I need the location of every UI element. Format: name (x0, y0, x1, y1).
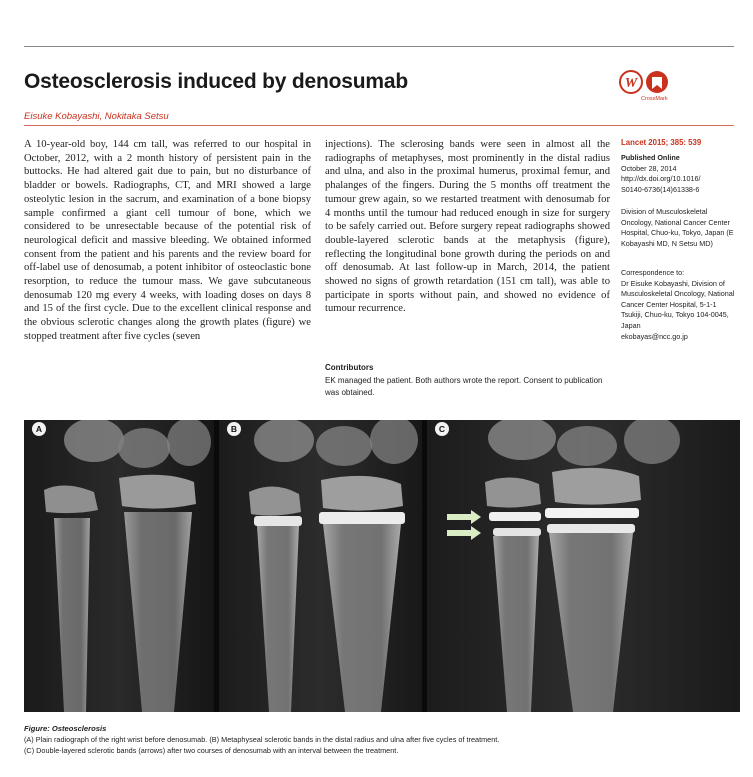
panel-label-a: A (32, 422, 46, 436)
citation: Lancet 2015; 385: 539 (621, 138, 702, 147)
figure-caption-line-1: (A) Plain radiograph of the right wrist before denosumab. (B) Metaphyseal sclerotic bands in the distal radius and ulna after five cycles of treatment. (24, 735, 500, 744)
figure-caption-line-2: (C) Double-layered sclerotic bands (arrows) after two courses of denosumab with an interval between the treatment. (24, 746, 399, 755)
figure-radiographs (24, 420, 740, 712)
publication-info (621, 153, 736, 195)
doi-line-2[interactable]: S0140-6736(14)61338-6 (621, 184, 700, 194)
correspondence-label: Correspondence to: (621, 268, 685, 277)
radiograph-panel-a (24, 420, 214, 712)
affiliation: Division of Musculoskeletal Oncology, National Cancer Center Hospital, Chuo-ku, Tokyo, Japan (E Kobayashi MD, N Setsu MD) (621, 207, 734, 248)
article-authors: Eisuke Kobayashi, Nokitaka Setsu (24, 111, 169, 122)
contributors-text: EK managed the patient. Both authors wrote the report. Consent to publication was obtained. (325, 376, 603, 397)
header-rule (24, 125, 734, 126)
correspondence-text: Dr Eisuke Kobayashi, Division of Musculoskeletal Oncology, National Cancer Center Hospital, 5-1-1 Tsukiji, Chuo-ku, Tokyo 104-0045, Japan (621, 278, 735, 330)
svg-text:W: W (624, 76, 638, 91)
doi-line-1[interactable]: http://dx.doi.org/10.1016/ (621, 174, 701, 184)
correspondence (621, 268, 736, 342)
panel-label-b: B (227, 422, 241, 436)
radiograph-b-image (219, 420, 422, 712)
body-column-1: A 10-year-old boy, 144 cm tall, was referred to our hospital in October, 2012, with a 2 month history of persistent pain in the buttocks. He had altered gait due to pain, but no disturbance of bladder or bowels. Radiographs, CT, and MRI showed a large osteolytic lesion in the sacrum, and examination of a bone biopsy sample confirmed a giant cell tumour of bone, which we considered to be unresectable because of the potential risk of neurological deficit and massive bleeding. We obtained informed consent from the patient and his parents and the review board for off-label use of denosumab, a potent inhibitor of osteoclastic bone resorption, to reduce the tumour mass. We gave subcutaneous denosumab 120 mg every 4 weeks, with loading doses on days 8 and 15 of the first cycle. Due to the excellent clinical response and the obvious sclerotic changes along the growth plates (figure) we stopped treatment after five cycles (seven (24, 139, 311, 342)
top-divider (24, 46, 734, 47)
figure-caption-title: Figure: Osteosclerosis (24, 724, 107, 733)
crossmark-label: CrossMark (641, 96, 668, 102)
article-title: Osteosclerosis induced by denosumab (24, 70, 408, 93)
body-column-2: injections). The sclerosing bands were seen in almost all the radiographs of metaphyses, most prominently in the distal radius and ulna, and also in the proximal humerus, proximal femur, and phalanges of the fingers. During the 5 months off treatment the tumour grew again, so we restarted treatment with denosumab for 4 months until the tumour had reduced enough in size for surgery to be safely carried out. Before surgery repeat radiographs showed double-layered sclerotic bands at the metaphysis (figure), reflecting the longitudinal bone growth during the periods on and off denosumab. At last follow-up in March, 2014, the patient showed no signs of growth retardation (151 cm tall), was able to participate in sports without pain, and showed no evidence of tumour recurrence. (325, 139, 610, 315)
radiograph-c-image (427, 420, 740, 712)
radiograph-panel-b (219, 420, 422, 712)
correspondence-email[interactable]: ekobayas@ncc.go.jp (621, 331, 688, 341)
published-label: Published Online (621, 153, 680, 162)
lancet-crossmark-logo (617, 68, 685, 108)
contributors-heading: Contributors (325, 363, 374, 372)
panel-label-c: C (435, 422, 449, 436)
radiograph-a-image (24, 420, 214, 712)
published-date: October 28, 2014 (621, 163, 677, 173)
radiograph-panel-c (427, 420, 740, 712)
